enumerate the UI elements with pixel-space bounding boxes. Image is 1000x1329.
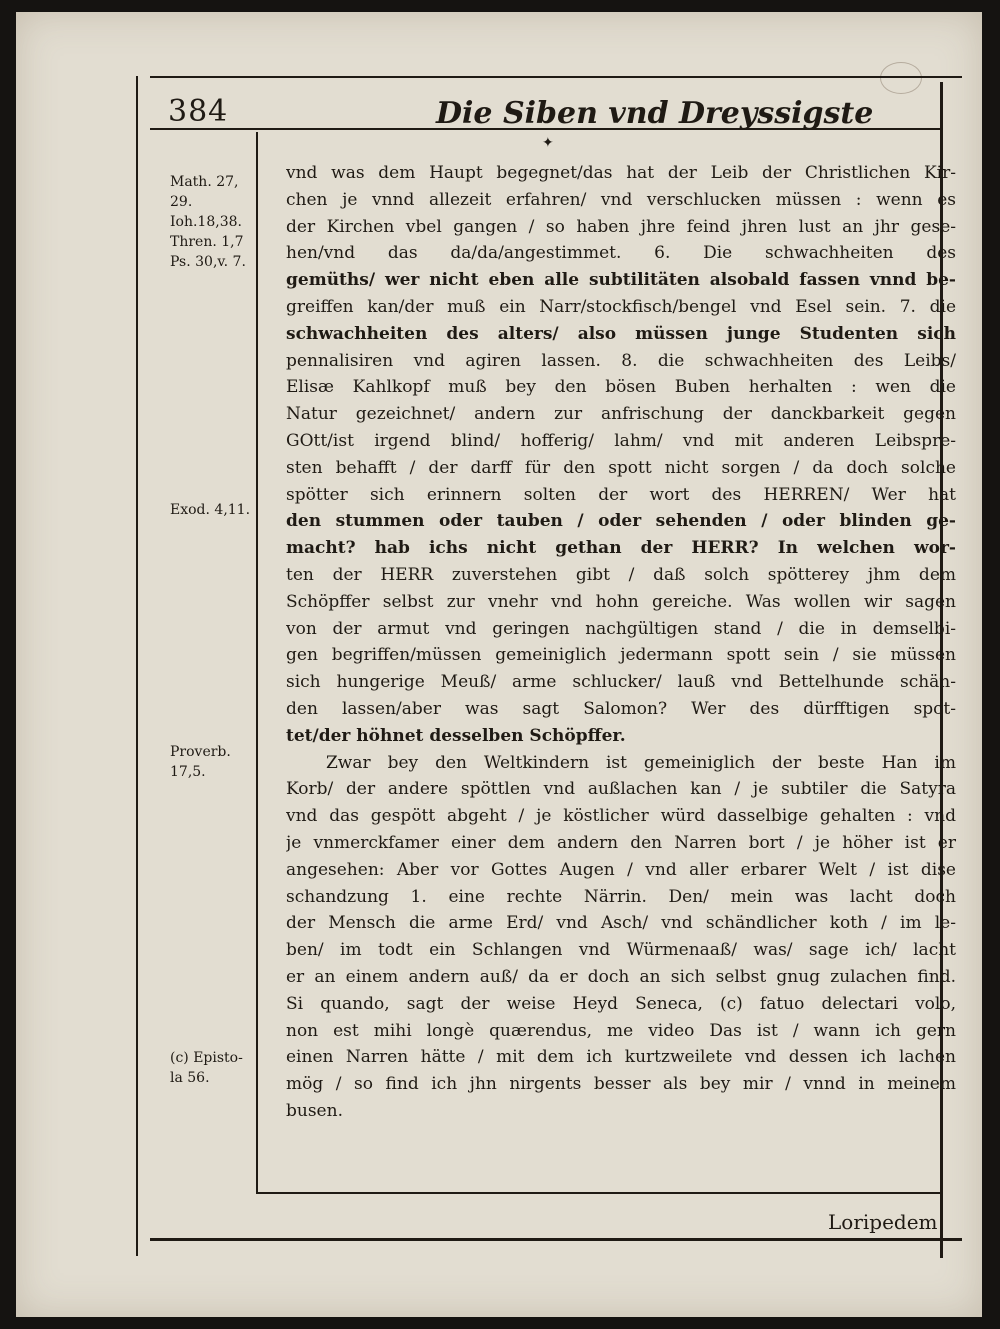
text-line: gemüths/ wer nicht eben alle subtilitäten alsobald fassen vnnd be- — [286, 270, 956, 291]
page-stain — [880, 62, 922, 94]
left-border-rule — [136, 76, 138, 1256]
text-line: mög / so find ich jhn nirgents besser als bey mir / vnnd in meinem — [286, 1074, 956, 1095]
text-line: Si quando, sagt der weise Heyd Seneca, (c) fatuo delectari volo, — [286, 993, 956, 1014]
text-line: Zwar bey den Weltkindern ist gemeiniglich der beste Han im — [326, 752, 956, 773]
text-line: ten der HERR zuverstehen gibt / daß solch spötterey jhm dem — [286, 564, 956, 585]
text-line: der Mensch die arme Erd/ vnd Asch/ vnd schändlicher koth / im le- — [286, 913, 956, 934]
top-border-rule — [150, 76, 962, 78]
text-line: schwachheiten des alters/ also müssen junge Studenten sich — [286, 323, 956, 344]
text-line: vnd das gespött abgeht / je köstlicher würd dasselbige gehalten : vnd — [286, 806, 956, 827]
text-line: Schöpffer selbst zur vnehr vnd hohn gereiche. Was wollen wir sagen — [286, 591, 956, 612]
text-line: schandzung 1. eine rechte Närrin. Den/ mein was lacht doch — [286, 886, 956, 907]
text-line: er an einem andern auß/ da er doch an sich selbst gnug zulachen find. — [286, 966, 956, 987]
text-line: chen je vnnd allezeit erfahren/ vnd verschlucken müssen : wenn es — [286, 189, 956, 210]
text-line: je vnmerckfamer einer dem andern den Narren bort / je höher ist er — [286, 832, 956, 853]
text-line: tet/der höhnet desselben Schöpffer. — [286, 725, 626, 746]
text-line: von der armut vnd geringen nachgültigen stand / die in demselbi- — [286, 618, 956, 639]
text-line: gen begriffen/müssen gemeiniglich jedermann spott sein / sie müssen — [286, 645, 956, 666]
column-divider-rule — [256, 132, 258, 1192]
text-line: Natur gezeichnet/ andern zur anfrischung der danckbarkeit gegen — [286, 404, 956, 425]
text-line: Korb/ der andere spöttlen vnd außlachen kan / je subtiler die Satyra — [286, 779, 956, 800]
body-text — [286, 160, 956, 1125]
page-number: 384 — [168, 94, 229, 129]
marginal-note-proverbs: Proverb. 17,5. — [170, 744, 231, 780]
text-line: non est mihi longè quærendus, me video Das ist / wann ich gern — [286, 1020, 956, 1041]
catchword: Loripedem — [828, 1210, 938, 1234]
text-line: Elisæ Kahlkopf muß bey den bösen Buben herhalten : wen die — [286, 377, 956, 398]
marginal-note-scripture-1: Math. 27, 29. Ioh.18,38. Thren. 1,7 Ps. 30,v. 7. — [170, 174, 246, 270]
text-line: angesehen: Aber vor Gottes Augen / vnd aller erbarer Welt / ist dise — [286, 859, 956, 880]
text-line: sich hungerige Meuß/ arme schlucker/ lauß vnd Bettelhunde schän- — [286, 672, 956, 693]
text-line: hen/vnd das da/da/angestimmet. 6. Die schwachheiten des — [286, 243, 956, 264]
text-line: ben/ im todt ein Schlangen vnd Würmenaaß/ was/ sage ich/ lacht — [286, 940, 956, 961]
text-line: einen Narren hätte / mit dem ich kurtzweilete vnd dessen ich lachen — [286, 1047, 956, 1068]
book-page — [16, 12, 982, 1317]
chapter-heading: Die Siben vnd Dreyssigste — [436, 96, 874, 131]
text-line: den lassen/aber was sagt Salomon? Wer des dürfftigen spot- — [286, 698, 956, 719]
text-line: spötter sich erinnern solten der wort des HERREN/ Wer hat — [286, 484, 956, 505]
text-line: macht? hab ichs nicht gethan der HERR? In welchen wor- — [286, 538, 956, 559]
text-line: GOtt/ist irgend blind/ hofferig/ lahm/ vnd mit anderen Leibspre- — [286, 430, 956, 451]
text-line: der Kirchen vbel gangen / so haben jhre feind jhren lust an jhr gese- — [286, 216, 956, 237]
text-line: greiffen kan/der muß ein Narr/stockfisch/bengel vnd Esel sein. 7. die — [286, 296, 956, 317]
ornament-mark: ✦ — [542, 135, 554, 151]
text-end-rule — [256, 1192, 940, 1194]
bottom-border-rule — [150, 1238, 962, 1241]
marginal-note-exodus: Exod. 4,11. — [170, 502, 251, 518]
text-line: pennalisiren vnd agiren lassen. 8. die schwachheiten des Leibs/ — [286, 350, 956, 371]
text-line: busen. — [286, 1100, 343, 1121]
text-line: vnd was dem Haupt begegnet/das hat der Leib der Christlichen Kir- — [286, 163, 956, 183]
text-line: sten behafft / der darff für den spott nicht sorgen / da doch solche — [286, 457, 956, 478]
text-line: den stummen oder tauben / oder sehenden / oder blinden ge- — [286, 511, 956, 532]
marginal-note-seneca: (c) Episto- la 56. — [170, 1050, 243, 1086]
